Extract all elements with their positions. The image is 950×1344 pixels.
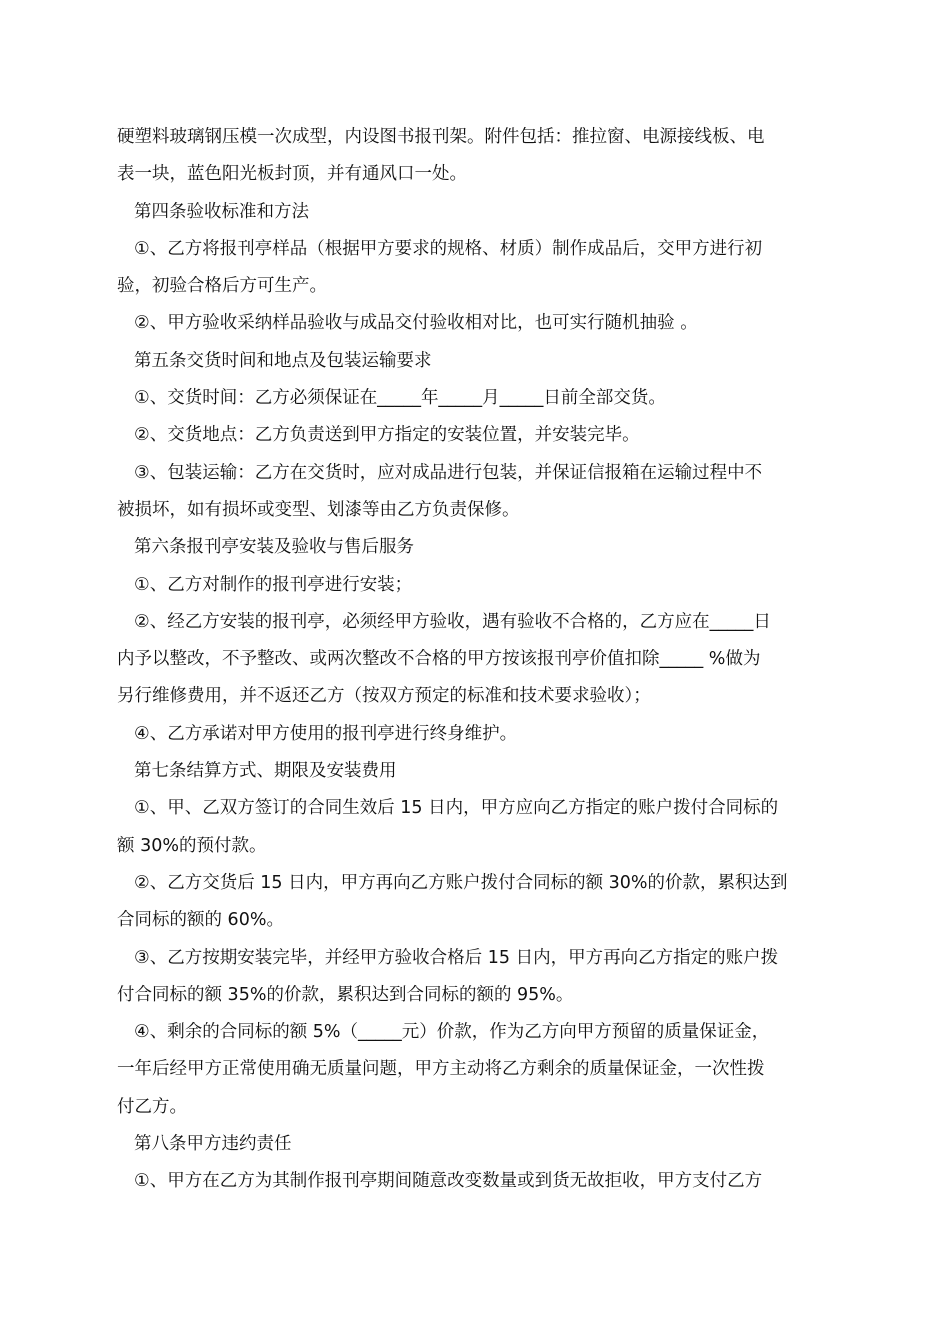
clause-line: ①、乙方将报刊亭样品（根据甲方要求的规格、材质）制作成品后，交甲方进行初 xyxy=(134,238,763,259)
body-line: 付乙方。 xyxy=(117,1096,187,1117)
clause-line: ①、交货时间：乙方必须保证在_____年_____月_____日前全部交货。 xyxy=(134,388,666,409)
clause-line: ②、交货地点：乙方负责送到甲方指定的安装位置，并安装完毕。 xyxy=(134,425,640,446)
section-heading: 第六条报刊亭安装及验收与售后服务 xyxy=(134,537,414,558)
body-line: 另行维修费用，并不返还乙方（按双方预定的标准和技术要求验收）； xyxy=(117,686,651,707)
body-line: 一年后经甲方正常使用确无质量问题，甲方主动将乙方剩余的质量保证金，一次性拨 xyxy=(117,1059,765,1080)
clause-line: ②、甲方验收采纳样品验收与成品交付验收相对比，也可实行随机抽验 。 xyxy=(134,313,698,334)
body-line: 合同标的额的 60%。 xyxy=(117,910,284,931)
body-line: 被损坏，如有损坏或变型、划漆等由乙方负责保修。 xyxy=(117,499,520,520)
clause-line: ④、剩余的合同标的额 5%（_____元）价款，作为乙方向甲方预留的质量保证金， xyxy=(134,1022,770,1043)
clause-line: ①、乙方对制作的报刊亭进行安装； xyxy=(134,574,413,595)
body-line: 付合同标的额 35%的价款，累积达到合同标的额的 95%。 xyxy=(117,984,574,1005)
clause-line: ①、甲、乙双方签订的合同生效后 15 日内，甲方应向乙方指定的账户拨付合同标的 xyxy=(134,798,779,819)
body-line: 验，初验合格后方可生产。 xyxy=(117,276,327,297)
clause-line: ②、乙方交货后 15 日内，甲方再向乙方账户拨付合同标的额 30%的价款，累积达到 xyxy=(134,872,788,893)
body-line: 硬塑料玻璃钢压模一次成型，内设图书报刊架。附件包括：推拉窗、电源接线板、电 xyxy=(117,127,765,147)
body-line: 表一块，蓝色阳光板封顶，并有通风口一处。 xyxy=(117,164,467,185)
body-line: 额 30%的预付款。 xyxy=(117,835,267,856)
body-line: 内予以整改，不予整改、或两次整改不合格的甲方按该报刊亭价值扣除_____ %做为 xyxy=(117,649,761,670)
clause-line: ③、乙方按期安装完毕，并经甲方验收合格后 15 日内，甲方再向乙方指定的账户拨 xyxy=(134,947,779,968)
section-heading: 第四条验收标准和方法 xyxy=(134,201,309,222)
section-heading: 第八条甲方违约责任 xyxy=(134,1134,292,1155)
section-heading: 第五条交货时间和地点及包装运输要求 xyxy=(134,350,432,371)
clause-line: ①、甲方在乙方为其制作报刊亭期间随意改变数量或到货无故拒收，甲方支付乙方 xyxy=(134,1171,763,1192)
document-body xyxy=(117,119,835,1201)
clause-line: ②、经乙方安装的报刊亭，必须经甲方验收，遇有验收不合格的，乙方应在_____日 xyxy=(134,611,771,632)
section-heading: 第七条结算方式、期限及安装费用 xyxy=(134,761,397,782)
clause-line: ③、包装运输：乙方在交货时，应对成品进行包装，并保证信报箱在运输过程中不 xyxy=(134,462,763,483)
clause-line: ④、乙方承诺对甲方使用的报刊亭进行终身维护。 xyxy=(134,723,518,744)
